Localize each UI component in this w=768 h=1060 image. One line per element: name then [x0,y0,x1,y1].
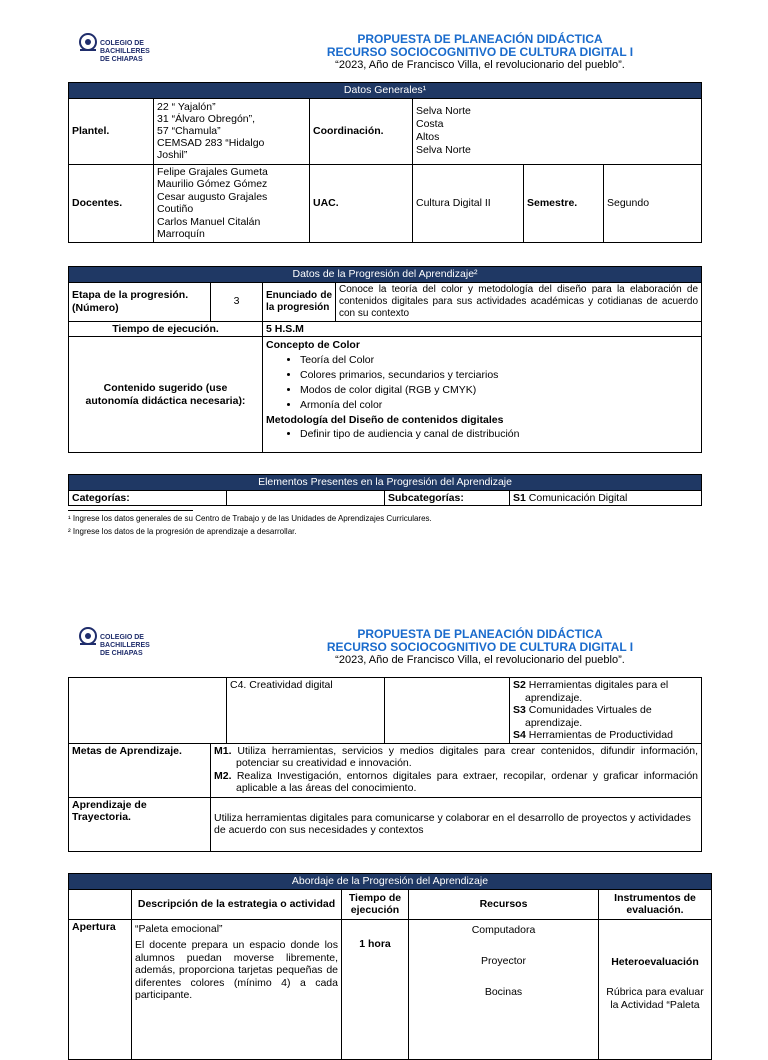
doc-subtitle: RECURSO SOCIOCOGNITIVO DE CULTURA DIGITAL I [326,45,634,59]
trayectoria-value: Utiliza herramientas digitales para comunicarse y colaborar en el desarrollo de proyectos y actividades de acuerdo con sus necesidades y contextos [211,797,702,851]
doc-title: PROPUESTA DE PLANEACIÓN DIDÁCTICA [357,627,603,641]
etapa-value: 3 [211,282,263,321]
list-item: • Teoría del Color [300,354,698,367]
docentes-value: Felipe Grajales Gumeta Maurilio Gómez Gómez Cesar augusto Grajales Coutiño Carlos Manuel Citalán Marroquín [154,164,310,242]
seal-icon [78,32,98,52]
doc-subtitle: RECURSO SOCIOCOGNITIVO DE CULTURA DIGITAL I [326,640,634,654]
footnote-separator [68,510,193,511]
abordaje-table [68,873,712,1060]
categorias-label: Categorías: [69,490,227,506]
enunciado-label: Enunciado de la progresión [263,282,336,321]
logo-text: COLEGIO DE BACHILLERES DE CHIAPAS [100,634,150,657]
logo-text: COLEGIO DE BACHILLERES DE CHIAPAS [100,40,150,63]
contenido-value [263,337,702,453]
metodologia-list [266,428,698,441]
row-label: Apertura [69,919,132,1059]
metodologia-heading: Metodología del Diseño de contenidos digitales [266,413,504,426]
tiempo-value: 5 H.S.M [263,321,702,337]
subcategorias-list: S2 Herramientas digitales para el aprendizaje. S3 Comunidades Virtuales de aprendizaje. S4 Herramientas de Productividad [510,678,702,744]
categorias-value [227,490,385,506]
subcategorias-label: Subcategorías: [385,490,510,506]
semestre-value: Segundo [604,164,702,242]
metas-label: Metas de Aprendizaje. [69,743,211,797]
plantel-value: 22 “ Yajalón” 31 “Álvaro Obregón”, 57 “Chamula” CEMSAD 283 “Hidalgo Joshil” [154,98,310,164]
concepto-list [266,354,698,412]
section-heading: Datos de la Progresión del Aprendizaje² [69,267,702,283]
recurso-item: Bocinas [484,985,523,998]
page-header [200,628,760,667]
footnote-2: ² Ingrese los datos de la progresión de aprendizaje a desarrollar. [68,527,297,536]
section-heading: Elementos Presentes en la Progresión del Aprendizaje [69,475,702,491]
recursos-cell [409,919,599,1059]
motto: “2023, Año de Francisco Villa, el revolucionario del pueblo”. [335,59,625,71]
coordinacion-label: Coordinación. [310,98,413,164]
continuation-table [68,677,702,852]
trayectoria-label: Aprendizaje de Trayectoria. [69,797,211,851]
activity-text: El docente prepara un espacio donde los alumnos puedan moverse libremente, además, proporciona tarjetas pequeñas de diferentes colores (mínimo 4) a cada participante. [135,939,338,1001]
motto: “2023, Año de Francisco Villa, el revolucionario del pueblo”. [335,654,625,666]
uac-value: Cultura Digital II [413,164,524,242]
tiempo-label: Tiempo de ejecución. [69,321,263,337]
enunciado-value: Conoce la teoría del color y metodología del diseño para la elaboración de contenidos digitales para sus actividades académicas y cotidianas de acuerdo con su contexto [336,282,702,321]
page-header [200,33,760,72]
col-descripcion: Descripción de la estrategia o actividad [132,889,342,919]
etapa-label: Etapa de la progresión. (Número) [69,282,211,321]
semestre-label: Semestre. [524,164,604,242]
doc-title: PROPUESTA DE PLANEACIÓN DIDÁCTICA [357,32,603,46]
list-item: • Colores primarios, secundarios y terciarios [300,369,698,382]
footnote-1: ¹ Ingrese los datos generales de su Centro de Trabajo y de las Unidades de Aprendizajes Curriculares. [68,514,432,523]
list-item: • Armonía del color [300,399,698,412]
evaluacion-type: Heteroevaluación [611,955,699,968]
docentes-label: Docentes. [69,164,154,242]
metas-value: M1. Utiliza herramientas, servicios y medios digitales para crear contenidos, difundir información, potenciar su creatividad e innovación. M2. Realiza Investigación, entornos digitales para extraer, recopilar, ordenar y graficar información aplicable a las áreas del conocimiento. [211,743,702,797]
coordinacion-value: Selva Norte Costa Altos Selva Norte [413,98,702,164]
list-item: • Modos de color digital (RGB y CMYK) [300,384,698,397]
evaluacion-text: Rúbrica para evaluar la Actividad “Paleta [606,986,704,1011]
recurso-item: Computadora [471,923,536,936]
datos-generales-table [68,82,702,243]
tiempo-cell: 1 hora [342,919,409,1059]
school-logo [78,626,158,662]
concepto-heading: Concepto de Color [266,339,360,351]
col-tiempo: Tiempo de ejecución [342,889,409,919]
seal-icon [78,626,98,646]
activity-cell [132,919,342,1059]
list-item: • Definir tipo de audiencia y canal de distribución [300,428,698,441]
subcategoria-s1: S1 Comunicación Digital [510,490,702,506]
school-logo [78,32,158,68]
section-heading: Abordaje de la Progresión del Aprendizaje [69,874,712,890]
activity-title: “Paleta emocional” [135,922,223,935]
col-instrumentos: Instrumentos de evaluación. [599,889,712,919]
plantel-label: Plantel. [69,98,154,164]
col-recursos: Recursos [409,889,599,919]
categoria-c4: C4. Creatividad digital [227,678,385,744]
section-heading: Datos Generales¹ [69,83,702,99]
contenido-label: Contenido sugerido (use autonomía didáctica necesaria): [69,337,263,453]
recurso-item: Proyector [481,954,526,967]
uac-label: UAC. [310,164,413,242]
progresion-table [68,266,702,453]
elementos-table [68,474,702,506]
evaluacion-cell [599,919,712,1059]
